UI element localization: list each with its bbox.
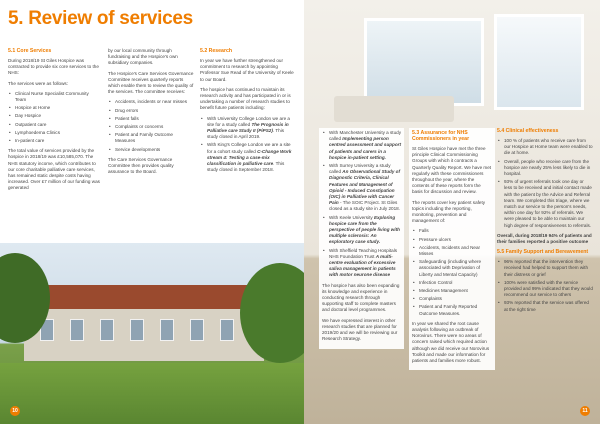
hospice-building-photo bbox=[0, 243, 304, 424]
nhs-assurance-column bbox=[409, 128, 495, 370]
research-studies-list-continued bbox=[322, 130, 401, 279]
section-heading-research: 5.2 Research bbox=[200, 48, 233, 54]
paragraph: In year we have further strengthened our commitment to research by appointing Professor Sue Read of the University of Keele to our Board. bbox=[200, 58, 294, 82]
section-heading-family-support: 5.5 Family Support and Bereavement bbox=[497, 249, 589, 256]
paragraph: The hospice has also been expanding its knowledge and experience in conducting research through supporting staff to complete masters and doctoral level programmes. bbox=[322, 282, 400, 313]
paragraph: The services were as follows: bbox=[8, 80, 68, 86]
paragraph: The total value of services provided by the hospice in 2018/19 was £10,585,070. The NHS statutory income, which contributes to our core charitable palliative care services, has remained static despite costs having increased. Over £7 million of our funding was generated bbox=[8, 148, 100, 191]
list-item: • Accidents, incidents or near misses bbox=[108, 99, 194, 105]
study-intro: With King's College London we are a site for a cohort study called bbox=[207, 142, 291, 154]
list-item: • Overall, people who receive care from the hospice are nearly 25% less likely to die in hospital. bbox=[497, 159, 593, 178]
study-title: Implementing person centred assessment and support of patients and carers in a hospice in-patient setting. bbox=[329, 136, 401, 160]
list-item: • Service developments bbox=[108, 147, 194, 153]
list-item: • Outpatient care bbox=[8, 122, 100, 128]
research-column bbox=[200, 48, 296, 177]
list-item: • 96% reported that the intervention they received had helped to support them with their distress or grief bbox=[497, 259, 593, 278]
list-item: • Patient and Family Reported Outcome Measures. bbox=[412, 304, 492, 316]
study-tail: - The SOIC Project. St Giles closed as a study site in July 2018. bbox=[329, 200, 400, 212]
list-item: • 100 % of patients who receive care from our Hospice at Home team were enabled to die at home. bbox=[497, 138, 593, 157]
list-item: • 93% of urgent referrals took one day or less to be received and initial contact made with the patient by the Advice and Referral team. We completed this triage, where we match our service to the person's needs, within one day for 92% of referrals. We were pleased to be able to maintain our high degree of responsiveness to referrals. bbox=[497, 179, 593, 229]
list-item: • Pressure ulcers bbox=[412, 237, 492, 243]
outcome-summary: Overall, during 2018/19 94% of patients and their families reported a positive outcome bbox=[497, 232, 592, 245]
study-intro: With University College London we are a site for a study called bbox=[207, 115, 290, 127]
research-studies-list bbox=[200, 116, 296, 174]
study-tail: . This study closed in September 2018. bbox=[207, 161, 285, 173]
list-item bbox=[322, 248, 401, 279]
list-item: • Patient and Family Outcome Measures bbox=[108, 132, 194, 144]
study-intro: With Sheffield Teaching Hospitals NHS Foundation Trust bbox=[329, 247, 398, 259]
study-title: C-Change Work stream 4: Testing a case-mix classification in palliative care bbox=[207, 148, 292, 167]
family-support-list bbox=[497, 259, 593, 313]
list-item: • Accidents, Incidents and Near Misses bbox=[412, 245, 492, 257]
core-services-column bbox=[8, 48, 100, 196]
clinical-effectiveness-list bbox=[497, 138, 593, 229]
page-title: 5. Review of services bbox=[8, 8, 193, 29]
study-title: The Prognosis in Palliative care Study II (PiPS2) bbox=[207, 121, 289, 134]
list-item bbox=[322, 215, 401, 246]
paragraph: The Care Services Governance Committee then provides quality assurance to the Board. bbox=[108, 156, 174, 175]
section-heading-clinical-effectiveness: 5.4 Clinical effectiveness bbox=[497, 128, 559, 134]
list-item: • Hospice at Home bbox=[8, 105, 100, 111]
services-list bbox=[8, 91, 100, 144]
page-number-right: 11 bbox=[580, 406, 590, 416]
page-number-left: 10 bbox=[10, 406, 20, 416]
study-title: Exploring hospice care from the perspective of people living with multiple sclerosis: An exploratory case study. bbox=[329, 214, 400, 245]
paragraph: by our local community through fundraising and the Hospice's own subsidiary companies. bbox=[108, 48, 178, 66]
study-intro: With Manchester University a study called bbox=[329, 130, 401, 142]
list-item bbox=[200, 116, 296, 141]
list-item bbox=[322, 163, 401, 213]
list-item: • Clinical Nurse Specialist Community Team bbox=[8, 91, 100, 103]
list-item bbox=[200, 142, 296, 173]
paragraph: During 2018/19 St Giles Hospice was contracted to provide six core services to the NHS: bbox=[8, 58, 99, 76]
list-item: • Medicines Management bbox=[412, 288, 492, 294]
study-title: An Observational Study of Diagnostic Criteria, Clinical Features and Management of Opioid - Induced Constipation (OIC) in Palliative with Cancer Pain bbox=[329, 169, 400, 206]
study-intro: With Surrey University a study called bbox=[329, 163, 391, 175]
research-studies-continued-column bbox=[319, 128, 404, 349]
list-item: • Infection Control bbox=[412, 280, 492, 286]
paragraph: We have expressed interest in other research studies that are planned for 2019/20 and we will be reviewing our Research Strategy. bbox=[322, 317, 398, 342]
paragraph: St Giles Hospice have met the three principle Clinical Commissioning Groups with which it contracts a Quarterly Quality Report. We have met regularly with these commissioners throughout the year, where the contents of these reports form the basis for discussion and review. bbox=[412, 146, 492, 195]
study-title: A multi-centre evaluation of excessive saliva management in patients with motor neurone disease bbox=[329, 253, 396, 278]
section-heading-nhs-assurance: 5.3 Assurance for NHS Commissioners in year bbox=[412, 130, 470, 142]
list-item: • 100% were satisfied with the service provided and 99% indicated that they would recommend our service to others bbox=[497, 280, 593, 299]
list-item: • Complaints or concerns bbox=[108, 124, 194, 130]
list-item: • In-patient care bbox=[8, 138, 100, 144]
paragraph: The reports cover key patient safety topics including the reporting, monitoring, prevention and management of: bbox=[412, 199, 486, 224]
committee-items-list bbox=[108, 99, 194, 152]
safety-topics-list bbox=[412, 228, 492, 316]
list-item: • Falls bbox=[412, 228, 492, 234]
paragraph: The hospice has continued to maintain its research activity and has participated in or is undertaking a number of research studies to benefit future patients including: bbox=[200, 86, 291, 111]
study-tail: . This study closed in April 2019. bbox=[207, 128, 285, 140]
paragraph: The Hospice's Care Services Governance Committee receives quarterly reports which enable them to review the quality of the services. The committee receives: bbox=[108, 70, 194, 95]
list-item: • Safeguarding (including where associated with Deprivation of Liberty and Mental Capacity) bbox=[412, 259, 492, 278]
list-item: • Drug errors bbox=[108, 108, 194, 114]
list-item: • Patient falls bbox=[108, 116, 194, 122]
governance-column bbox=[108, 48, 194, 179]
paragraph: In year we shared the root cause analysis following an outbreak of Norovirus. There were no areas of concern raised which required action although we did receive our Norovirus Toolkit and made our information for patients and families more robust. bbox=[412, 320, 490, 364]
clinical-effectiveness-column bbox=[497, 128, 593, 317]
list-item: • 93% reported that the service was offered at the right time bbox=[497, 300, 593, 312]
list-item: • Lymphoedema Clinics bbox=[8, 130, 100, 136]
list-item: • Day Hospice bbox=[8, 113, 100, 119]
list-item bbox=[322, 130, 401, 161]
study-intro: With Keele University bbox=[329, 214, 373, 220]
section-heading-core-services: 5.1 Core Services bbox=[8, 48, 52, 54]
list-item: • Complaints bbox=[412, 296, 492, 302]
